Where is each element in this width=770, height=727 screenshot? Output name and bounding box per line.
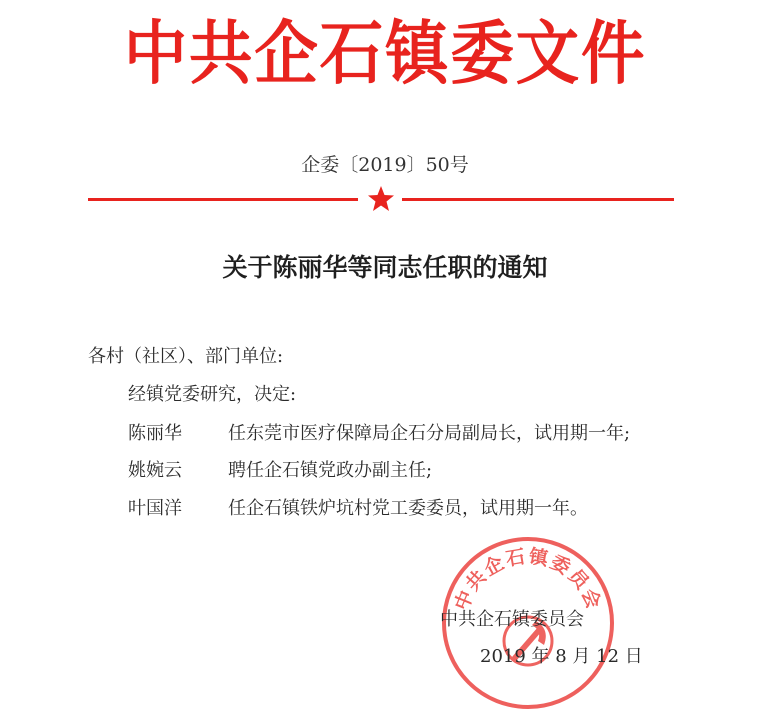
svg-text:中共企石镇委员会: 中共企石镇委员会	[450, 545, 606, 614]
addressee-line: 各村（社区）、部门单位:	[88, 346, 284, 367]
appointee-name: 姚婉云	[128, 460, 182, 481]
appointee-name: 叶国洋	[128, 498, 182, 519]
document-masthead: 中共企石镇委文件	[123, 14, 647, 94]
issuing-organization: 中共企石镇委员会	[440, 609, 584, 630]
appointee-name: 陈丽华	[128, 423, 182, 444]
red-divider-left	[88, 198, 358, 201]
appointment-row	[128, 496, 588, 522]
notice-title: 关于陈丽华等同志任职的通知	[222, 253, 548, 282]
appointment-duty: 任东莞市医疗保障局企石分局副局长，试用期一年;	[228, 423, 631, 444]
issue-date: 2019 年 8 月 12 日	[480, 646, 643, 667]
star-icon	[366, 184, 396, 214]
decision-intro: 经镇党委研究，决定:	[128, 384, 297, 405]
document-number: 企委〔2019〕50号	[301, 154, 469, 176]
appointment-row	[128, 421, 630, 447]
red-divider-right	[402, 198, 674, 201]
appointment-duty: 任企石镇铁炉坑村党工委委员，试用期一年。	[228, 498, 588, 519]
appointment-row	[128, 458, 432, 484]
appointment-duty: 聘任企石镇党政办副主任;	[228, 460, 433, 481]
